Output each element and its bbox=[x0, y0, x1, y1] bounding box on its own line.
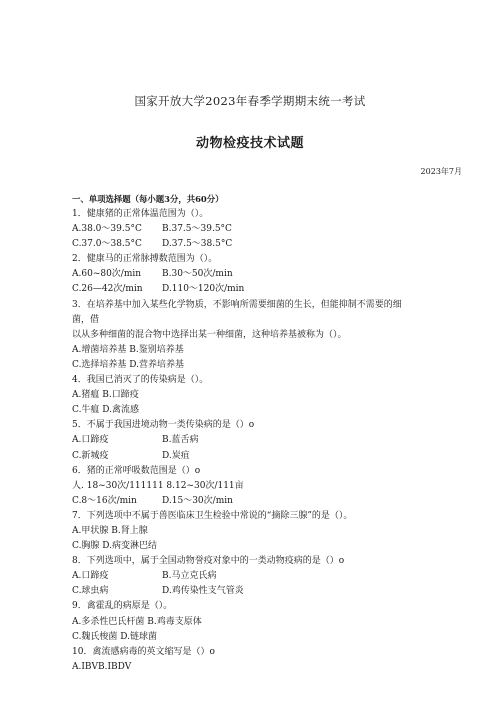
option-left: A.口蹄疫 bbox=[72, 571, 109, 582]
line-text: 3．在培养基中加入某些化学物质，不影响所需要细菌的生长，但能抑制不需要的细 bbox=[72, 299, 402, 310]
question-line bbox=[72, 645, 472, 660]
option-right: D.110～120次/min bbox=[162, 284, 245, 295]
line-text: A.甲状腺 B.肾上腺 bbox=[72, 525, 148, 536]
question-line bbox=[72, 615, 472, 630]
question-line bbox=[72, 388, 472, 403]
line-text: 9．禽霍乱的病原是（）。 bbox=[72, 601, 173, 612]
line-text: A.猪瘟 B.口蹄疫 bbox=[72, 390, 139, 401]
option-right: B.蓝舌病 bbox=[162, 435, 199, 446]
line-text: 8．下列选项中，属于全国动物誉疫对象中的一类动物疫病的是（）o bbox=[72, 556, 345, 567]
question-line bbox=[72, 282, 472, 297]
section-title: 一、单项选择题（每小题3分，共60分） bbox=[72, 194, 224, 204]
question-line bbox=[72, 267, 472, 282]
option-right: B.马立克氏病 bbox=[162, 571, 217, 582]
question-line bbox=[72, 358, 472, 373]
exam-date: 2023年7月 bbox=[420, 167, 462, 176]
line-text: 2．健康马的正常脉搏数范围为（）。 bbox=[72, 254, 218, 265]
option-right: B.30～50次/min bbox=[162, 269, 233, 280]
question-line bbox=[72, 449, 472, 464]
question-line bbox=[72, 539, 472, 554]
option-right: D.鸡传染性支气管炎 bbox=[162, 586, 244, 597]
question-line bbox=[72, 328, 472, 343]
line-text: 6．猪的正常呼吸数范围是（）o bbox=[72, 465, 201, 476]
question-line bbox=[72, 524, 472, 539]
option-left: A.口蹄疫 bbox=[72, 435, 109, 446]
question-line bbox=[72, 207, 472, 222]
line-text: 4．我国已消灭了的传染病是（）。 bbox=[72, 375, 209, 386]
question-line bbox=[72, 343, 472, 358]
line-text: A.多杀性巴氏杆菌 B.鸡毒支原体 bbox=[72, 616, 202, 627]
option-left: C.新城疫 bbox=[72, 450, 109, 461]
line-text: 以从多种细菌的混合物中选择出某一种细菌，这种培养基被称为（）。 bbox=[72, 329, 347, 340]
question-line bbox=[72, 660, 472, 675]
question-line bbox=[72, 433, 472, 448]
line-text: 10．禽流感病毒的英文缩写是（）o bbox=[72, 646, 215, 657]
question-line bbox=[72, 298, 472, 313]
question-line bbox=[72, 494, 472, 509]
question-line bbox=[72, 464, 472, 479]
question-line bbox=[72, 509, 472, 524]
option-left: C.37.0～38.5°C bbox=[72, 239, 142, 250]
line-text: C.胸腺 D.病变淋巴结 bbox=[72, 541, 158, 552]
question-line bbox=[72, 313, 472, 328]
exam-title: 动物检疫技术试题 bbox=[195, 136, 304, 151]
option-right: D.37.5～38.5°C bbox=[162, 239, 233, 250]
line-text: A.IBVB.IBDV bbox=[72, 661, 132, 672]
option-left: A.60~80次/min bbox=[72, 269, 142, 280]
question-line bbox=[72, 554, 472, 569]
question-line bbox=[72, 479, 472, 494]
line-text: C.魏氏梭菌 D.链球菌 bbox=[72, 631, 158, 642]
line-text: C.牛瘟 D.禽流感 bbox=[72, 405, 140, 416]
question-line bbox=[72, 569, 472, 584]
line-text: 7．下列选项中不属于兽医临床卫生检验中常说的“摘除三腺”的是（）。 bbox=[72, 510, 353, 521]
question-line bbox=[72, 584, 472, 599]
institution-heading: 国家开放大学2023年春季学期期末统一考试 bbox=[134, 94, 366, 108]
question-line bbox=[72, 222, 472, 237]
question-line bbox=[72, 418, 472, 433]
question-line bbox=[72, 403, 472, 418]
line-text: 菌，借 bbox=[72, 314, 100, 325]
question-line bbox=[72, 237, 472, 252]
question-line bbox=[72, 599, 472, 614]
question-line bbox=[72, 630, 472, 645]
option-left: C.26—42次/min bbox=[72, 284, 143, 295]
line-text: 1．健康猪的正常体温范围为（）。 bbox=[72, 209, 209, 219]
option-left: C.球虫病 bbox=[72, 586, 109, 597]
line-text: C.选择培养基 D.营养培养基 bbox=[72, 359, 185, 370]
line-text: A.增菌培养基 B.鉴别培养基 bbox=[72, 344, 184, 355]
option-left: A.38.0～39.5°C bbox=[72, 224, 142, 235]
option-left: C.8～16次/min bbox=[72, 495, 137, 506]
question-body bbox=[72, 207, 472, 675]
question-line bbox=[72, 373, 472, 388]
question-line bbox=[72, 252, 472, 267]
option-right: D.炭疽 bbox=[162, 450, 190, 461]
line-text: 人. 18~30次/111111 8.12~30次/111亩 bbox=[72, 480, 244, 491]
option-right: D.15～30次/min bbox=[162, 495, 233, 506]
option-right: B.37.5～39.5°C bbox=[162, 224, 232, 235]
line-text: 5．不属于我国进境动物一类传染病的是（）o bbox=[72, 420, 255, 431]
